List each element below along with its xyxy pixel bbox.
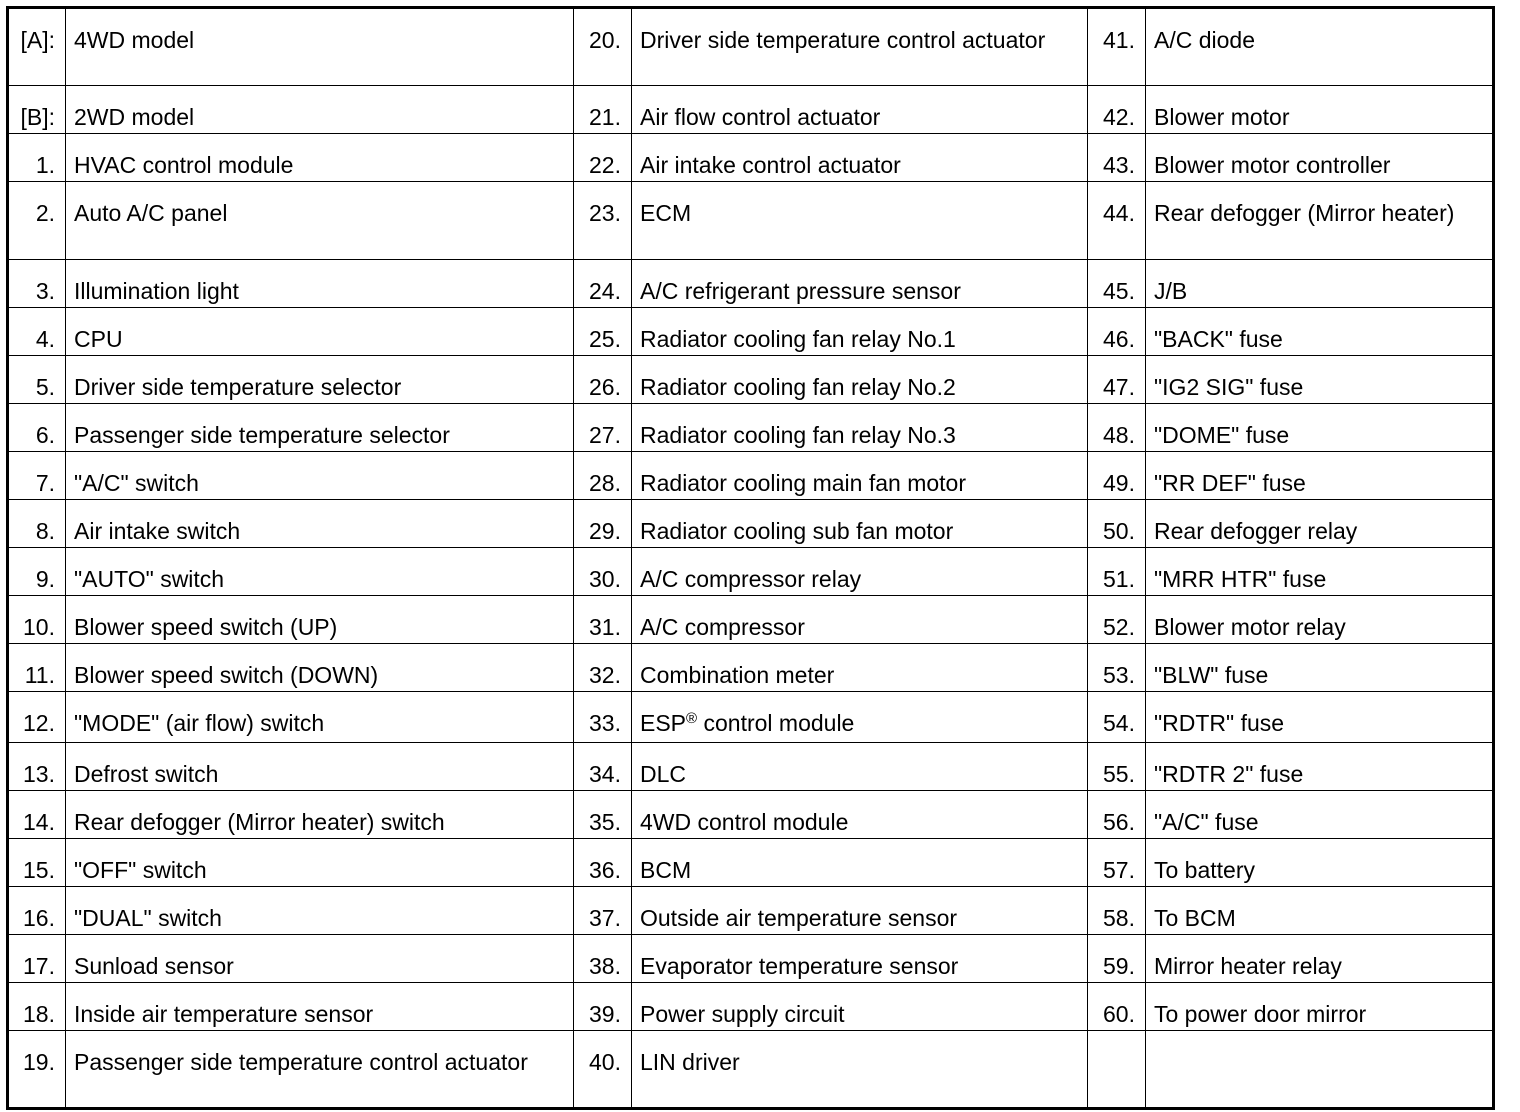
legend-row <box>8 743 1494 791</box>
legend-item-number: 43. <box>1088 134 1146 182</box>
legend-item-description: 2WD model <box>66 86 574 134</box>
legend-item-number: 58. <box>1088 887 1146 935</box>
legend-item-number: 47. <box>1088 356 1146 404</box>
legend-item-number: 44. <box>1088 182 1146 260</box>
legend-row <box>8 1031 1494 1109</box>
legend-item-number: 6. <box>8 404 66 452</box>
legend-item-description: Air intake switch <box>66 500 574 548</box>
legend-item-description: Rear defogger (Mirror heater) <box>1146 182 1494 260</box>
legend-item-number: 2. <box>8 182 66 260</box>
legend-item-description: "A/C" fuse <box>1146 791 1494 839</box>
legend-item-description: BCM <box>632 839 1088 887</box>
legend-item-text: ESP <box>640 710 687 736</box>
legend-item-description: 4WD model <box>66 8 574 86</box>
legend-item-description <box>632 692 1088 743</box>
legend-item-number: 34. <box>574 743 632 791</box>
legend-row <box>8 548 1494 596</box>
legend-item-number: 48. <box>1088 404 1146 452</box>
legend-row <box>8 8 1494 86</box>
legend-item-number: 60. <box>1088 983 1146 1031</box>
legend-item-number: 23. <box>574 182 632 260</box>
legend-item-description: Air intake control actuator <box>632 134 1088 182</box>
legend-item-number: 45. <box>1088 260 1146 308</box>
legend-row <box>8 182 1494 260</box>
legend-item-number: 56. <box>1088 791 1146 839</box>
legend-item-number: 52. <box>1088 596 1146 644</box>
legend-item-number: 41. <box>1088 8 1146 86</box>
legend-item-number: 19. <box>8 1031 66 1109</box>
legend-item-description: "MODE" (air flow) switch <box>66 692 574 743</box>
legend-row <box>8 404 1494 452</box>
legend-item-number: 33. <box>574 692 632 743</box>
legend-item-description: "RR DEF" fuse <box>1146 452 1494 500</box>
legend-item-description: Radiator cooling fan relay No.2 <box>632 356 1088 404</box>
legend-item-description: 4WD control module <box>632 791 1088 839</box>
legend-item-number: 28. <box>574 452 632 500</box>
legend-item-number: [A]: <box>8 8 66 86</box>
legend-row <box>8 500 1494 548</box>
legend-item-number: 30. <box>574 548 632 596</box>
legend-item-description: Rear defogger (Mirror heater) switch <box>66 791 574 839</box>
legend-item-number: 21. <box>574 86 632 134</box>
legend-item-description: Evaporator temperature sensor <box>632 935 1088 983</box>
legend-item-number: 39. <box>574 983 632 1031</box>
legend-item-description: Air flow control actuator <box>632 86 1088 134</box>
legend-item-description: Passenger side temperature control actuator <box>66 1031 574 1109</box>
legend-item-description: CPU <box>66 308 574 356</box>
legend-row <box>8 692 1494 743</box>
legend-item-description: Radiator cooling main fan motor <box>632 452 1088 500</box>
legend-item-description: "RDTR" fuse <box>1146 692 1494 743</box>
legend-item-number: 15. <box>8 839 66 887</box>
legend-item-number: 26. <box>574 356 632 404</box>
legend-item-description: Radiator cooling sub fan motor <box>632 500 1088 548</box>
legend-item-description: J/B <box>1146 260 1494 308</box>
legend-item-number: 59. <box>1088 935 1146 983</box>
legend-item-description: Outside air temperature sensor <box>632 887 1088 935</box>
legend-item-number: 7. <box>8 452 66 500</box>
legend-item-number: 10. <box>8 596 66 644</box>
legend-item-description: Combination meter <box>632 644 1088 692</box>
legend-item-description: Sunload sensor <box>66 935 574 983</box>
legend-item-number: 13. <box>8 743 66 791</box>
legend-item-number: 8. <box>8 500 66 548</box>
legend-item-number <box>1088 1031 1146 1109</box>
legend-row <box>8 935 1494 983</box>
legend-item-description: A/C compressor <box>632 596 1088 644</box>
legend-item-number: 9. <box>8 548 66 596</box>
legend-item-number: 14. <box>8 791 66 839</box>
legend-row <box>8 791 1494 839</box>
legend-item-description: "OFF" switch <box>66 839 574 887</box>
legend-item-number: 22. <box>574 134 632 182</box>
legend-row <box>8 260 1494 308</box>
legend-item-number: 1. <box>8 134 66 182</box>
legend-item-description: LIN driver <box>632 1031 1088 1109</box>
legend-row <box>8 356 1494 404</box>
legend-row <box>8 308 1494 356</box>
legend-item-description: To power door mirror <box>1146 983 1494 1031</box>
legend-item-number: 35. <box>574 791 632 839</box>
legend-item-number: 5. <box>8 356 66 404</box>
legend-item-description: Defrost switch <box>66 743 574 791</box>
legend-item-description: Driver side temperature control actuator <box>632 8 1088 86</box>
legend-row <box>8 839 1494 887</box>
legend-item-text-suffix: control module <box>697 710 855 736</box>
legend-item-number: 25. <box>574 308 632 356</box>
legend-item-number: 18. <box>8 983 66 1031</box>
legend-item-description: Blower motor <box>1146 86 1494 134</box>
legend-item-number: 40. <box>574 1031 632 1109</box>
legend-item-description: "BACK" fuse <box>1146 308 1494 356</box>
legend-row <box>8 596 1494 644</box>
legend-item-description: "RDTR 2" fuse <box>1146 743 1494 791</box>
legend-item-number: 12. <box>8 692 66 743</box>
legend-item-number: 16. <box>8 887 66 935</box>
legend-item-number: 24. <box>574 260 632 308</box>
legend-row <box>8 452 1494 500</box>
legend-item-description: Mirror heater relay <box>1146 935 1494 983</box>
legend-row <box>8 644 1494 692</box>
legend-item-number: 42. <box>1088 86 1146 134</box>
legend-item-number: 27. <box>574 404 632 452</box>
legend-item-description: Inside air temperature sensor <box>66 983 574 1031</box>
legend-item-description: Auto A/C panel <box>66 182 574 260</box>
legend-item-description <box>1146 1031 1494 1109</box>
legend-item-number: 32. <box>574 644 632 692</box>
legend-item-number: 4. <box>8 308 66 356</box>
legend-item-number: 38. <box>574 935 632 983</box>
legend-item-number: 11. <box>8 644 66 692</box>
legend-item-number: 20. <box>574 8 632 86</box>
component-legend-table <box>6 6 1495 1110</box>
legend-row <box>8 86 1494 134</box>
legend-item-description: ECM <box>632 182 1088 260</box>
legend-item-description: To BCM <box>1146 887 1494 935</box>
legend-item-number: 36. <box>574 839 632 887</box>
legend-item-description: Radiator cooling fan relay No.3 <box>632 404 1088 452</box>
legend-item-number: 51. <box>1088 548 1146 596</box>
legend-item-description: "DOME" fuse <box>1146 404 1494 452</box>
legend-item-number: 3. <box>8 260 66 308</box>
legend-item-description: "DUAL" switch <box>66 887 574 935</box>
legend-item-description: DLC <box>632 743 1088 791</box>
legend-item-description: Rear defogger relay <box>1146 500 1494 548</box>
legend-item-number: 54. <box>1088 692 1146 743</box>
legend-item-description: A/C refrigerant pressure sensor <box>632 260 1088 308</box>
legend-item-description: Driver side temperature selector <box>66 356 574 404</box>
legend-item-description: Blower motor relay <box>1146 596 1494 644</box>
legend-row <box>8 134 1494 182</box>
legend-item-description: Blower motor controller <box>1146 134 1494 182</box>
legend-item-description: "A/C" switch <box>66 452 574 500</box>
legend-item-number: 17. <box>8 935 66 983</box>
registered-mark: ® <box>686 710 698 727</box>
legend-item-description: A/C diode <box>1146 8 1494 86</box>
legend-item-description: A/C compressor relay <box>632 548 1088 596</box>
legend-item-description: To battery <box>1146 839 1494 887</box>
legend-item-number: 57. <box>1088 839 1146 887</box>
legend-item-number: 55. <box>1088 743 1146 791</box>
legend-item-description: "IG2 SIG" fuse <box>1146 356 1494 404</box>
legend-row <box>8 983 1494 1031</box>
legend-item-number: 53. <box>1088 644 1146 692</box>
legend-item-number: 29. <box>574 500 632 548</box>
legend-item-number: 50. <box>1088 500 1146 548</box>
legend-item-description: "MRR HTR" fuse <box>1146 548 1494 596</box>
legend-row <box>8 887 1494 935</box>
legend-item-number: 46. <box>1088 308 1146 356</box>
legend-item-description: HVAC control module <box>66 134 574 182</box>
legend-item-description: "AUTO" switch <box>66 548 574 596</box>
legend-body <box>8 8 1494 1109</box>
legend-item-description: "BLW" fuse <box>1146 644 1494 692</box>
legend-item-description: Power supply circuit <box>632 983 1088 1031</box>
legend-item-description: Blower speed switch (UP) <box>66 596 574 644</box>
legend-item-description: Radiator cooling fan relay No.1 <box>632 308 1088 356</box>
legend-item-description: Passenger side temperature selector <box>66 404 574 452</box>
legend-item-number: 31. <box>574 596 632 644</box>
legend-item-description: Illumination light <box>66 260 574 308</box>
legend-item-number: [B]: <box>8 86 66 134</box>
legend-item-number: 49. <box>1088 452 1146 500</box>
legend-item-number: 37. <box>574 887 632 935</box>
legend-item-description: Blower speed switch (DOWN) <box>66 644 574 692</box>
